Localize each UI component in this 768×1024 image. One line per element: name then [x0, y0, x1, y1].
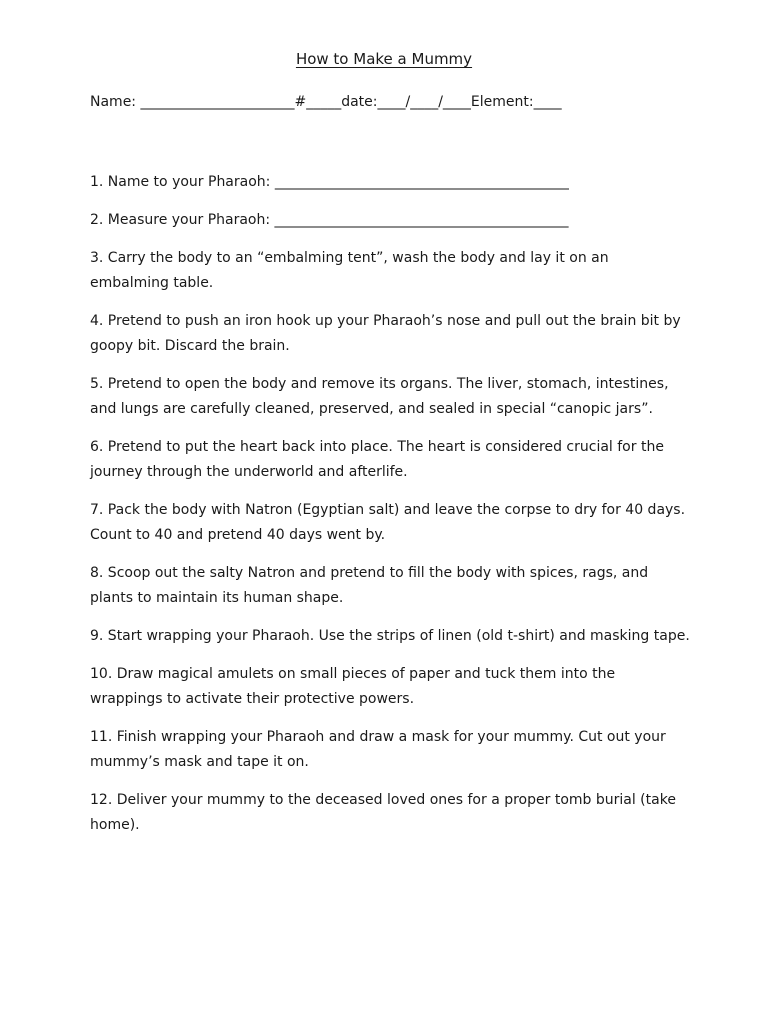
step-5: 5. Pretend to open the body and remove its organs. The liver, stomach, intestines, and lungs are carefully cleaned, preserved, and sealed in special “canopic jars”. — [90, 376, 669, 417]
steps-list — [90, 170, 690, 851]
step-3: 3. Carry the body to an “embalming tent”, wash the body and lay it on an embalming table. — [90, 250, 609, 291]
step-12: 12. Deliver your mummy to the deceased loved ones for a proper tomb burial (take home). — [90, 792, 676, 833]
step-4: 4. Pretend to push an iron hook up your Pharaoh’s nose and pull out the brain bit by goopy bit. Discard the brain. — [90, 313, 681, 354]
step-7: 7. Pack the body with Natron (Egyptian salt) and leave the corpse to dry for 40 days. Count to 40 and pretend 40 days went by. — [90, 502, 686, 543]
step-9: 9. Start wrapping your Pharaoh. Use the strips of linen (old t-shirt) and masking tape. — [90, 628, 690, 644]
step-6: 6. Pretend to put the heart back into place. The heart is considered crucial for the journey through the underworld and afterlife. — [90, 439, 664, 480]
step-11: 11. Finish wrapping your Pharaoh and draw a mask for your mummy. Cut out your mummy’s mask and tape it on. — [90, 729, 666, 770]
student-info-line: Name: ______________________#_____date:____/____/____Element:____ — [90, 94, 562, 110]
document-title: How to Make a Mummy — [295, 50, 473, 68]
step-2: 2. Measure your Pharaoh: __________________________________________ — [90, 212, 569, 228]
step-10: 10. Draw magical amulets on small pieces of paper and tuck them into the wrappings to activate their protective powers. — [90, 666, 616, 707]
step-8: 8. Scoop out the salty Natron and pretend to fill the body with spices, rags, and plants to maintain its human shape. — [90, 565, 649, 606]
step-1: 1. Name to your Pharaoh: __________________________________________ — [90, 174, 569, 190]
